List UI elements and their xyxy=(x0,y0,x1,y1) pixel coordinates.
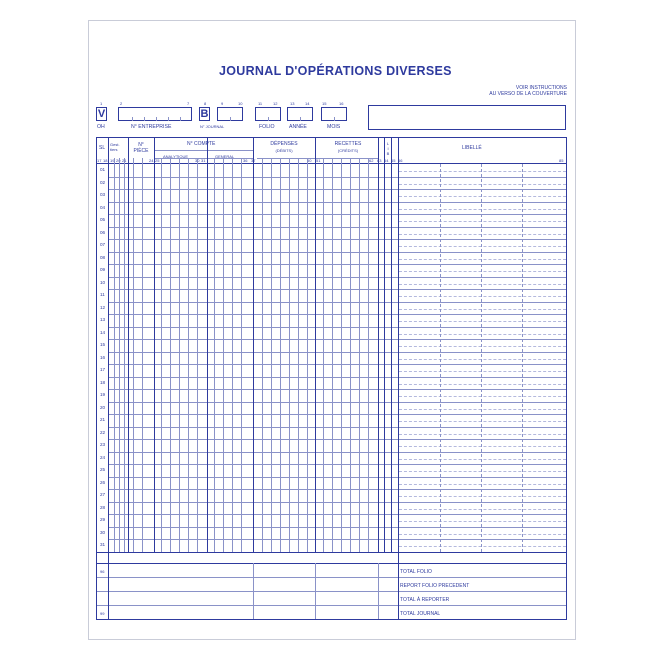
row-separator xyxy=(108,402,566,403)
libelle-guide xyxy=(399,371,566,372)
col-analytique-header: ANALYTIQUE xyxy=(163,154,189,159)
libelle-guide xyxy=(399,359,566,360)
pos-number: 14 xyxy=(305,101,310,106)
pos-number: 7 xyxy=(187,101,190,106)
libelle-guide xyxy=(399,171,566,172)
libelle-guide xyxy=(399,221,566,222)
row-number: 30 xyxy=(100,529,106,535)
sub-column xyxy=(197,158,198,552)
col-recettes-header xyxy=(319,142,377,153)
libelle-column xyxy=(440,164,441,552)
libelle-guide xyxy=(399,259,566,260)
libelle-guide xyxy=(399,421,566,422)
row-separator xyxy=(108,439,566,440)
col-gestion-line-1: Gest. xyxy=(110,142,120,147)
col-general-header: GENERAL xyxy=(215,154,235,159)
footer-divider xyxy=(398,552,399,620)
row-number: 03 xyxy=(100,192,106,197)
sub-column xyxy=(124,158,125,552)
colpos: 66 xyxy=(398,158,403,163)
col-compte-header: N° COMPTE xyxy=(187,141,216,147)
row-number: 31 xyxy=(100,542,106,547)
sub-column xyxy=(119,158,120,552)
row-number: 12 xyxy=(100,304,106,310)
libelle-guide xyxy=(399,409,566,410)
report-folio-label: REPORT FOLIO PRECEDENT xyxy=(400,583,470,589)
row-number: 17 xyxy=(100,367,106,372)
libelle-guide xyxy=(399,184,566,185)
sub-column xyxy=(280,158,281,552)
libelle-guide xyxy=(399,446,566,447)
colpos: 85 xyxy=(559,158,564,163)
footer-top xyxy=(97,563,566,564)
row-number: 02 xyxy=(100,179,106,185)
journal-table xyxy=(96,137,567,620)
libelle-guide xyxy=(399,284,566,285)
folio-label: FOLIO xyxy=(259,124,275,130)
entreprise-label: N° ENTREPRISE xyxy=(131,124,172,130)
footer-row-separator xyxy=(97,577,566,578)
colpos: 19 xyxy=(110,158,115,163)
col-recettes-line-1: RECETTES xyxy=(334,141,362,147)
sub-column xyxy=(359,158,360,552)
sub-column xyxy=(223,158,224,552)
sub-column xyxy=(133,158,134,552)
colpos: 50 xyxy=(307,158,312,163)
colpos: 25 xyxy=(155,158,160,163)
oh-label: OH xyxy=(97,124,105,130)
libelle-guide xyxy=(399,246,566,247)
col-piece-header xyxy=(129,142,153,154)
col-depenses-header xyxy=(259,142,309,153)
journal-label: N° JOURNAL xyxy=(200,124,225,129)
libelle-guide xyxy=(399,384,566,385)
row-separator xyxy=(108,314,566,315)
footer-divider xyxy=(108,552,109,620)
row-number: 23 xyxy=(100,442,106,447)
footer-code: 99 xyxy=(100,611,105,616)
col-piece-line-1: N° xyxy=(138,142,144,148)
libelle-guide xyxy=(399,321,566,322)
row-separator xyxy=(108,264,566,265)
row-separator xyxy=(108,389,566,390)
libelle-guide xyxy=(399,534,566,535)
col-piece-line-2: PIÈCE xyxy=(133,148,149,154)
folio-field[interactable] xyxy=(255,107,281,121)
sub-column xyxy=(271,158,272,552)
row-separator xyxy=(108,214,566,215)
colpos: 37 xyxy=(251,158,256,163)
row-separator xyxy=(108,477,566,478)
libelle-guide xyxy=(399,434,566,435)
libelle-column xyxy=(522,164,523,552)
sub-column xyxy=(241,158,242,552)
row-separator xyxy=(108,514,566,515)
journal-form-sheet xyxy=(88,20,576,640)
row-separator xyxy=(108,239,566,240)
libelle-guide xyxy=(399,471,566,472)
annee-label: ANNÉE xyxy=(289,124,307,130)
column-divider xyxy=(207,138,208,552)
journal-letter-box: B xyxy=(200,108,209,120)
column-divider xyxy=(253,138,254,552)
colpos: 65 xyxy=(391,158,396,163)
col-lb-line-3: B xyxy=(386,151,390,156)
colpos: 36 xyxy=(243,158,248,163)
sub-column xyxy=(350,158,351,552)
col-sl-header: SL xyxy=(99,145,106,151)
col-depenses-line-1: DÉPENSES xyxy=(270,141,298,147)
journal-number-field[interactable] xyxy=(217,107,243,121)
row-number: 05 xyxy=(100,217,106,222)
row-number: 13 xyxy=(100,317,106,322)
colpos: 21 xyxy=(122,158,127,163)
instructions-note xyxy=(489,85,567,97)
row-separator xyxy=(108,489,566,490)
sub-column xyxy=(298,158,299,552)
instructions-line-2: AU VERSO DE LA COUVERTURE xyxy=(489,91,567,97)
row-number: 14 xyxy=(100,329,106,335)
mois-field[interactable] xyxy=(321,107,347,121)
pos-number: 10 xyxy=(238,101,243,106)
row-number: 07 xyxy=(100,242,106,247)
sub-column xyxy=(368,158,369,552)
row-separator xyxy=(108,339,566,340)
footer-code: 96 xyxy=(100,569,105,574)
col-gestion-line-2: tiers xyxy=(110,147,118,152)
col-lb-line-2: I xyxy=(387,146,389,151)
annee-field[interactable] xyxy=(287,107,313,121)
mois-label: MOIS xyxy=(327,124,341,130)
libelle-guide xyxy=(399,546,566,547)
row-separator xyxy=(108,427,566,428)
oh-letter-box: V xyxy=(97,108,106,120)
colpos: 30 xyxy=(195,158,200,163)
libelle-guide xyxy=(399,209,566,210)
row-number: 21 xyxy=(100,417,106,422)
total-folio-label: TOTAL FOLIO xyxy=(400,569,432,575)
row-separator xyxy=(108,327,566,328)
row-separator xyxy=(108,414,566,415)
pos-number: 1 xyxy=(100,101,103,106)
row-number: 27 xyxy=(100,492,106,497)
colpos: 17 xyxy=(97,158,102,163)
row-number: 04 xyxy=(100,204,106,210)
instructions-line-1: VOIR INSTRUCTIONS xyxy=(515,85,567,91)
row-separator xyxy=(108,252,566,253)
column-divider xyxy=(128,138,129,552)
row-number: 11 xyxy=(100,292,105,297)
row-number: 08 xyxy=(100,254,106,260)
row-number: 24 xyxy=(100,454,106,460)
colpos: 51 xyxy=(316,158,321,163)
blank-header-box xyxy=(368,105,566,130)
footer-row-separator xyxy=(97,591,566,592)
entreprise-field[interactable] xyxy=(118,107,192,121)
body-bottom xyxy=(97,552,566,553)
sub-column xyxy=(179,158,180,552)
pos-number: 9 xyxy=(221,101,224,106)
colpos: 31 xyxy=(201,158,206,163)
pos-number: 2 xyxy=(120,101,123,106)
pos-number: 13 xyxy=(290,101,295,106)
sub-column xyxy=(214,158,215,552)
pos-number: 11 xyxy=(258,101,263,106)
libelle-guide xyxy=(399,459,566,460)
pos-number: 8 xyxy=(204,101,207,106)
libelle-guide xyxy=(399,521,566,522)
colpos: 24 xyxy=(149,158,154,163)
sub-column xyxy=(232,158,233,552)
row-separator xyxy=(108,227,566,228)
column-divider xyxy=(315,138,316,552)
libelle-guide xyxy=(399,296,566,297)
total-a-reporter-label: TOTAL À REPORTER xyxy=(400,597,450,603)
row-separator xyxy=(108,289,566,290)
row-number: 29 xyxy=(100,517,106,522)
row-separator xyxy=(108,352,566,353)
row-separator xyxy=(108,364,566,365)
col-libelle-header: LIBELLÉ xyxy=(462,145,482,151)
total-journal-label: TOTAL JOURNAL xyxy=(400,611,441,617)
row-number: 19 xyxy=(100,392,106,397)
row-number: 06 xyxy=(100,229,106,235)
row-number: 09 xyxy=(100,267,106,272)
pos-number: 15 xyxy=(322,101,327,106)
libelle-guide xyxy=(399,496,566,497)
row-number: 28 xyxy=(100,504,106,510)
sub-column xyxy=(307,158,308,552)
libelle-column xyxy=(481,164,482,552)
row-number: 16 xyxy=(100,354,106,360)
row-number: 15 xyxy=(100,342,106,347)
sub-column xyxy=(161,158,162,552)
libelle-guide xyxy=(399,396,566,397)
row-separator xyxy=(108,452,566,453)
sub-column xyxy=(170,158,171,552)
row-number: 01 xyxy=(100,167,106,172)
footer-row-separator xyxy=(97,605,566,606)
colpos: 18 xyxy=(103,158,108,163)
row-separator xyxy=(108,464,566,465)
colpos: 20 xyxy=(116,158,121,163)
colpos: 64 xyxy=(384,158,389,163)
row-number: 18 xyxy=(100,379,106,385)
column-divider xyxy=(154,138,155,552)
column-divider xyxy=(384,138,385,552)
libelle-guide xyxy=(399,334,566,335)
row-number: 25 xyxy=(100,467,106,472)
col-lb-line-1: L xyxy=(386,141,390,146)
row-number: 10 xyxy=(100,279,106,285)
row-separator xyxy=(108,539,566,540)
libelle-guide xyxy=(399,346,566,347)
colpos: 62 xyxy=(369,158,374,163)
col-depenses-line-2: (DÉBITS) xyxy=(275,147,293,153)
column-divider xyxy=(377,138,382,552)
row-separator xyxy=(108,177,566,178)
row-separator xyxy=(108,302,566,303)
pos-number: 12 xyxy=(273,101,278,106)
sub-column xyxy=(341,158,342,552)
row-separator xyxy=(108,277,566,278)
form-title: JOURNAL D'OPÉRATIONS DIVERSES xyxy=(219,64,452,78)
libelle-guide xyxy=(399,509,566,510)
sub-column xyxy=(323,158,324,552)
sub-column xyxy=(332,158,333,552)
col-gestion-header xyxy=(110,142,120,152)
sub-column xyxy=(289,158,290,552)
libelle-guide xyxy=(399,309,566,310)
col-recettes-line-2: (CRÉDITS) xyxy=(337,147,359,153)
sub-column xyxy=(188,158,189,552)
libelle-guide xyxy=(399,234,566,235)
sub-column xyxy=(262,158,263,552)
row-separator xyxy=(108,189,566,190)
row-separator xyxy=(108,377,566,378)
libelle-guide xyxy=(399,271,566,272)
sub-column xyxy=(142,158,143,552)
footer-divider xyxy=(315,563,316,619)
libelle-guide xyxy=(399,484,566,485)
row-number: 22 xyxy=(100,429,106,435)
row-separator xyxy=(108,202,566,203)
colpos: 63 xyxy=(377,158,382,163)
sub-column xyxy=(114,158,115,552)
footer-divider xyxy=(378,563,379,619)
row-separator xyxy=(108,527,566,528)
pos-number: 16 xyxy=(339,101,344,106)
libelle-guide xyxy=(399,196,566,197)
row-separator xyxy=(108,502,566,503)
column-divider xyxy=(398,138,399,552)
row-number: 26 xyxy=(100,479,106,485)
row-number: 20 xyxy=(100,404,106,410)
footer-divider xyxy=(253,563,254,619)
column-divider xyxy=(391,138,392,552)
